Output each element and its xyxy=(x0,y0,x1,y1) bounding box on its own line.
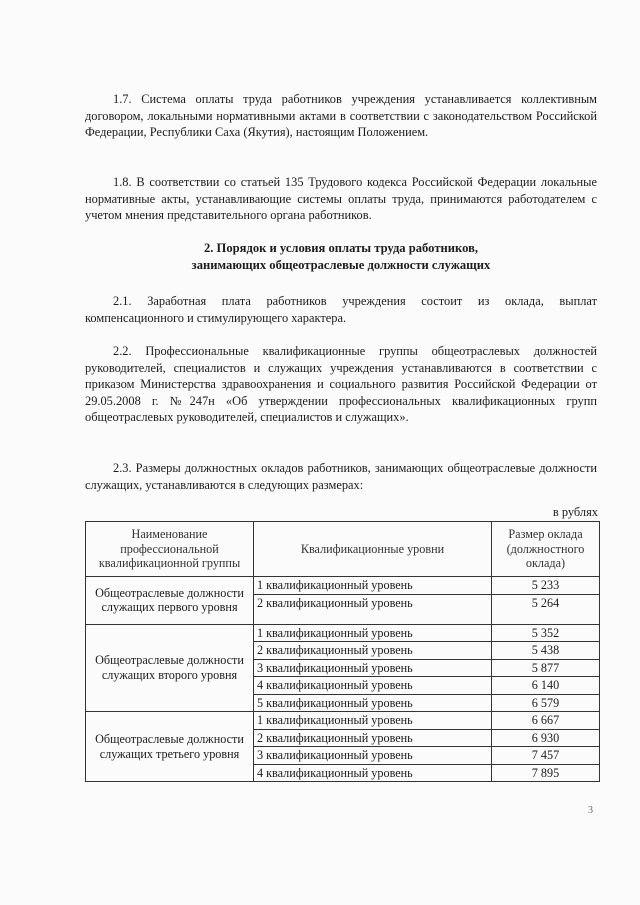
level-cell: 1 квалификационный уровень xyxy=(254,712,492,730)
paragraph-2-3: 2.3. Размеры должностных окладов работников, занимающих общеотраслевые должности служащих, устанавливаются в следующих размерах: xyxy=(85,461,597,492)
level-cell: 2 квалификационный уровень xyxy=(254,729,492,747)
salary-table xyxy=(85,521,600,782)
level-cell: 1 квалификационный уровень xyxy=(254,624,492,642)
salary-cell: 6 579 xyxy=(492,694,600,712)
paragraph-2-1: 2.1. Заработная плата работников учреждения состоит из оклада, выплат компенсационного и стимулирующего характера. xyxy=(85,294,597,325)
level-cell: 4 квалификационный уровень xyxy=(254,764,492,782)
level-cell: 5 квалификационный уровень xyxy=(254,694,492,712)
level-cell: 2 квалификационный уровень xyxy=(254,594,492,624)
paragraph-2-2: 2.2. Профессиональные квалификационные группы общеотраслевых должностей руководителей, специалистов и служащих учреждения устанавливаются в соответствии с приказом Министерства здравоохранения и социального развития Российской Федерации от 29.05.2008 г. №247н «Об утверждении профессиональных квалификационных групп общеотраслевых руководителей, специалистов и служащих». xyxy=(85,344,597,424)
table-header-row xyxy=(86,522,600,577)
header-salary: Размер оклада (должностного оклада) xyxy=(492,522,600,577)
header-level: Квалификационные уровни xyxy=(254,522,492,577)
page-number: 3 xyxy=(588,805,593,816)
level-cell: 2 квалификационный уровень xyxy=(254,642,492,660)
salary-cell: 5 877 xyxy=(492,659,600,677)
section-2-title xyxy=(85,240,597,274)
level-cell: 3 квалификационный уровень xyxy=(254,747,492,765)
salary-cell: 5 233 xyxy=(492,577,600,595)
salary-cell: 5 438 xyxy=(492,642,600,660)
salary-cell: 7 895 xyxy=(492,764,600,782)
currency-unit-label: в рублях xyxy=(552,505,598,519)
table-row xyxy=(86,577,600,595)
salary-cell: 7 457 xyxy=(492,747,600,765)
paragraph-1-7: 1.7. Система оплаты труда работников учреждения устанавливается коллективным договором, локальными нормативными актами в соответствии с законодательством Российской Федерации, Республики Саха (Якутия), настоящим Положением. xyxy=(85,92,597,139)
salary-cell: 6 930 xyxy=(492,729,600,747)
salary-cell: 5 352 xyxy=(492,624,600,642)
header-group: Наименование профессиональной квалификационной группы xyxy=(86,522,254,577)
paragraph-1-8: 1.8. В соответствии со статьей 135 Трудового кодекса Российской Федерации локальные нормативные акты, устанавливающие системы оплаты труда, принимаются работодателем с учетом мнения представительного органа работников. xyxy=(85,175,597,222)
salary-cell: 5 264 xyxy=(492,594,600,624)
salary-cell: 6 140 xyxy=(492,677,600,695)
level-cell: 1 квалификационный уровень xyxy=(254,577,492,595)
group-name-cell: Общеотраслевые должности служащих третьего уровня xyxy=(86,712,254,782)
level-cell: 3 квалификационный уровень xyxy=(254,659,492,677)
table-row xyxy=(86,624,600,642)
group-name-cell: Общеотраслевые должности служащих первого уровня xyxy=(86,577,254,625)
table-row xyxy=(86,712,600,730)
section-2-title-line2: занимающих общеотраслевые должности служащих xyxy=(191,258,491,272)
group-name-cell: Общеотраслевые должности служащих второго уровня xyxy=(86,624,254,712)
section-2-title-line1: 2. Порядок и условия оплаты труда работников, xyxy=(203,241,479,255)
salary-cell: 6 667 xyxy=(492,712,600,730)
level-cell: 4 квалификационный уровень xyxy=(254,677,492,695)
